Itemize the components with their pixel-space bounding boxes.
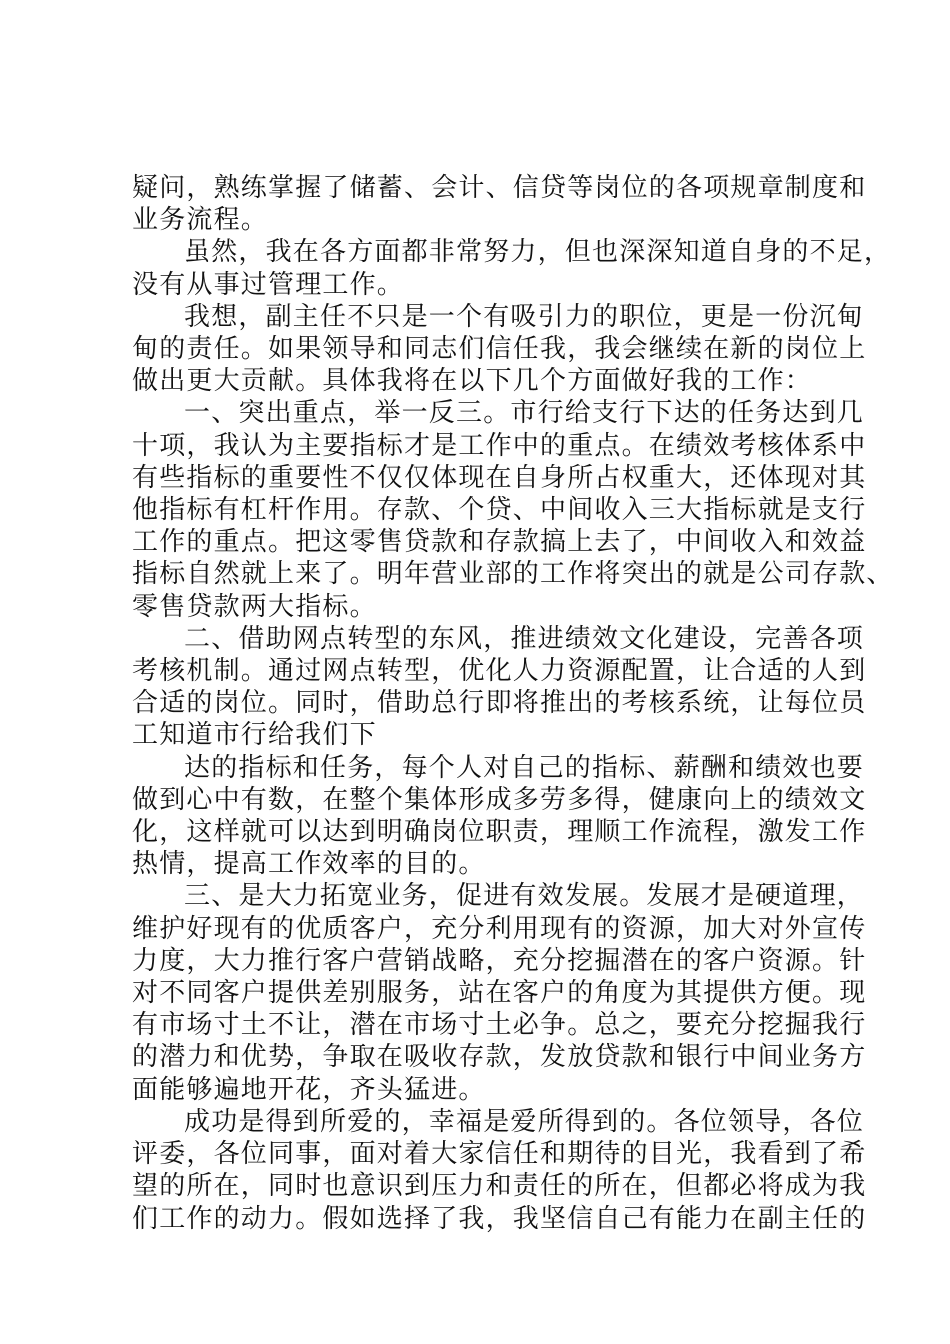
- text-line: 有市场寸土不让，潜在市场寸土必争。总之，要充分挖掘我行: [132, 1010, 867, 1041]
- text-line: 考核机制。通过网点转型，优化人力资源配置，让合适的人到: [132, 656, 867, 687]
- paragraph-4: [132, 397, 894, 622]
- text-line: 化，这样就可以达到明确岗位职责，理顺工作流程，激发工作: [132, 817, 867, 848]
- text-line: 业务流程。: [132, 205, 269, 236]
- text-line: 指标自然就上来了。明年营业部的工作将突出的就是公司存款、: [132, 559, 894, 590]
- text-line: 做到心中有数，在整个集体形成多劳多得，健康向上的绩效文: [132, 784, 867, 815]
- text-line: 评委，各位同事，面对着大家信任和期待的目光，我看到了希: [132, 1139, 867, 1170]
- paragraph-3: [132, 301, 867, 398]
- text-line: 十项，我认为主要指标才是工作中的重点。在绩效考核体系中: [132, 430, 867, 461]
- document-body: [132, 172, 894, 1235]
- text-line: 成功是得到所爱的，幸福是爱所得到的。各位领导，各位: [184, 1106, 865, 1137]
- paragraph-1: [132, 172, 867, 236]
- text-line: 的潜力和优势，争取在吸收存款，发放贷款和银行中间业务方: [132, 1042, 867, 1073]
- text-line: 对不同客户提供差别服务，站在客户的角度为其提供方便。现: [132, 978, 867, 1009]
- paragraph-6: [132, 752, 867, 881]
- text-line: 面能够遍地开花，齐头猛进。: [132, 1074, 486, 1105]
- text-line: 合适的岗位。同时，借助总行即将推出的考核系统，让每位员: [132, 688, 867, 719]
- text-line: 他指标有杠杆作用。存款、个贷、中间收入三大指标就是支行: [132, 495, 867, 526]
- text-line: 有些指标的重要性不仅仅体现在自身所占权重大，还体现对其: [132, 462, 867, 493]
- text-line: 工作的重点。把这零售贷款和存款搞上去了，中间收入和效益: [132, 527, 867, 558]
- text-line: 做出更大贡献。具体我将在以下几个方面做好我的工作：: [132, 366, 813, 397]
- paragraph-5: [132, 623, 867, 752]
- text-line: 维护好现有的优质客户，充分利用现有的资源，加大对外宣传: [132, 913, 867, 944]
- text-line: 虽然，我在各方面都非常努力，但也深深知道自身的不足，: [184, 237, 892, 268]
- text-line: 工知道市行给我们下: [132, 720, 377, 751]
- text-line: 一、突出重点，举一反三。市行给支行下达的任务达到几: [184, 398, 865, 429]
- text-line: 我想，副主任不只是一个有吸引力的职位，更是一份沉甸: [184, 301, 865, 332]
- text-line: 们工作的动力。假如选择了我，我坚信自己有能力在副主任的: [132, 1203, 867, 1234]
- text-line: 达的指标和任务，每个人对自己的指标、薪酬和绩效也要: [184, 752, 865, 783]
- paragraph-8: [132, 1106, 867, 1235]
- text-line: 零售贷款两大指标。: [132, 591, 377, 622]
- paragraph-2: [132, 236, 892, 300]
- text-line: 三、是大力拓宽业务，促进有效发展。发展才是硬道理，: [184, 881, 865, 912]
- text-line: 力度，大力推行客户营销战略，充分挖掘潜在的客户资源。针: [132, 945, 867, 976]
- text-line: 甸的责任。如果领导和同志们信任我，我会继续在新的岗位上: [132, 334, 867, 365]
- text-line: 疑问，熟练掌握了储蓄、会计、信贷等岗位的各项规章制度和: [132, 173, 867, 203]
- text-line: 望的所在，同时也意识到压力和责任的所在，但都必将成为我: [132, 1171, 867, 1202]
- text-line: 二、借助网点转型的东风，推进绩效文化建设，完善各项: [184, 623, 865, 654]
- paragraph-7: [132, 880, 867, 1105]
- text-line: 热情，提高工作效率的目的。: [132, 849, 486, 880]
- text-line: 没有从事过管理工作。: [132, 269, 405, 300]
